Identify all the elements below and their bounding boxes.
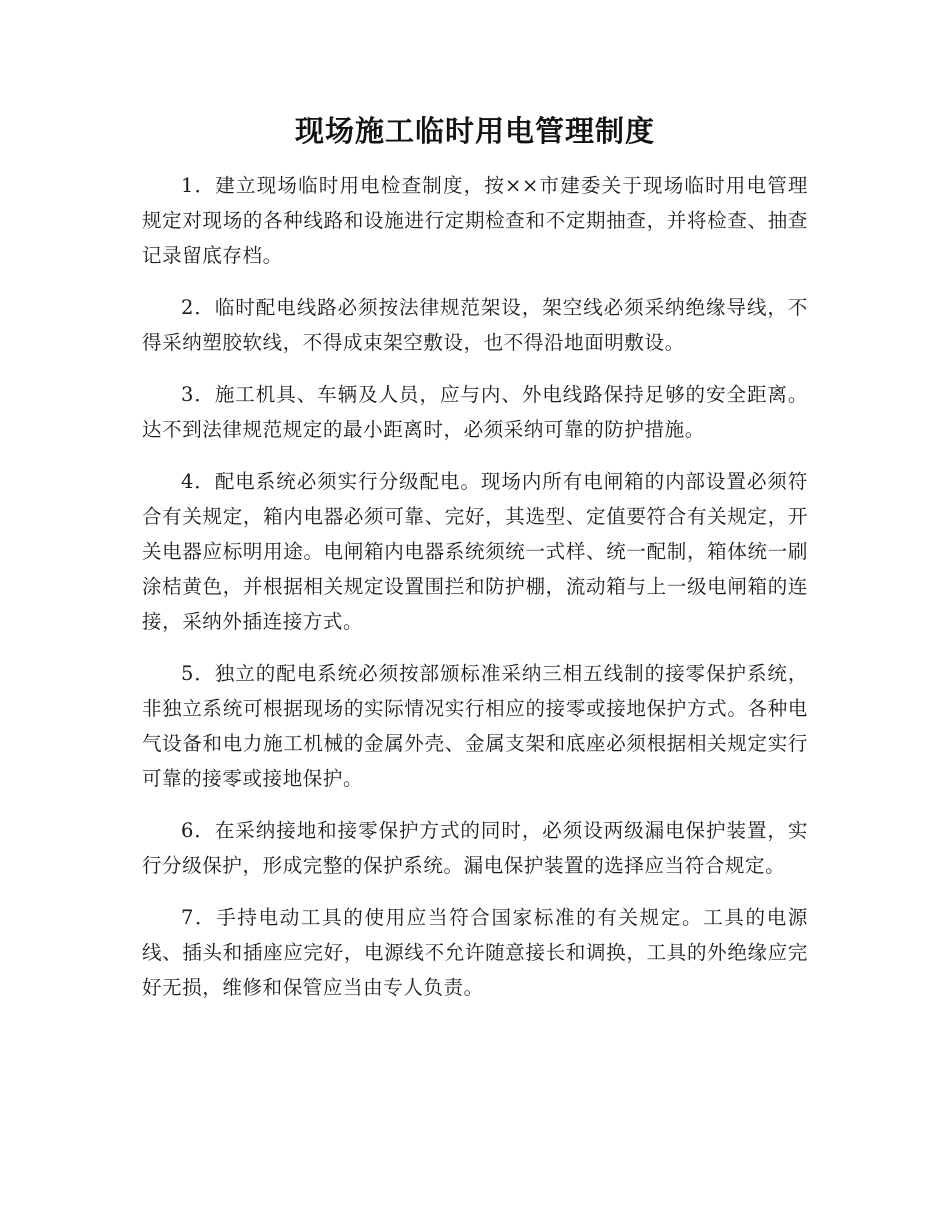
paragraph-1: 1．建立现场临时用电检查制度，按××市建委关于现场临时用电管理规定对现场的各种线路和设施进行定期检查和不定期抽查，并将检查、抽查记录留底存档。 (142, 174, 808, 267)
paragraph-2: 2．临时配电线路必须按法律规范架设，架空线必须采纳绝缘导线，不得采纳塑胶软线，不得成束架空敷设，也不得沿地面明敷设。 (142, 296, 808, 354)
paragraph-4: 4．配电系统必须实行分级配电。现场内所有电闸箱的内部设置必须符合有关规定，箱内电器必须可靠、完好，其选型、定值要符合有关规定，开关电器应标明用途。电闸箱内电器系统须统一式样、统一配制，箱体统一刷涂桔黄色，并根据相关规定设置围拦和防护棚，流动箱与上一级电闸箱的连接，采纳外插连接方式。 (142, 470, 808, 633)
paragraph-7: 7．手持电动工具的使用应当符合国家标准的有关规定。工具的电源线、插头和插座应完好，电源线不允许随意接长和调换，工具的外绝缘应完好无损，维修和保管应当由专人负责。 (142, 906, 808, 999)
paragraph-5: 5．独立的配电系统必须按部颁标准采纳三相五线制的接零保护系统，非独立系统可根据现场的实际情况实行相应的接零或接地保护方式。各种电气设备和电力施工机械的金属外壳、金属支架和底座必须根据相关规定实行可靠的接零或接地保护。 (142, 662, 808, 790)
document-page (142, 108, 808, 1022)
document-title: 现场施工临时用电管理制度 (294, 114, 655, 148)
paragraph-6: 6．在采纳接地和接零保护方式的同时，必须设两级漏电保护装置，实行分级保护，形成完整的保护系统。漏电保护装置的选择应当符合规定。 (142, 819, 808, 877)
paragraph-3: 3．施工机具、车辆及人员，应与内、外电线路保持足够的安全距离。达不到法律规范规定的最小距离时，必须采纳可靠的防护措施。 (142, 383, 808, 441)
